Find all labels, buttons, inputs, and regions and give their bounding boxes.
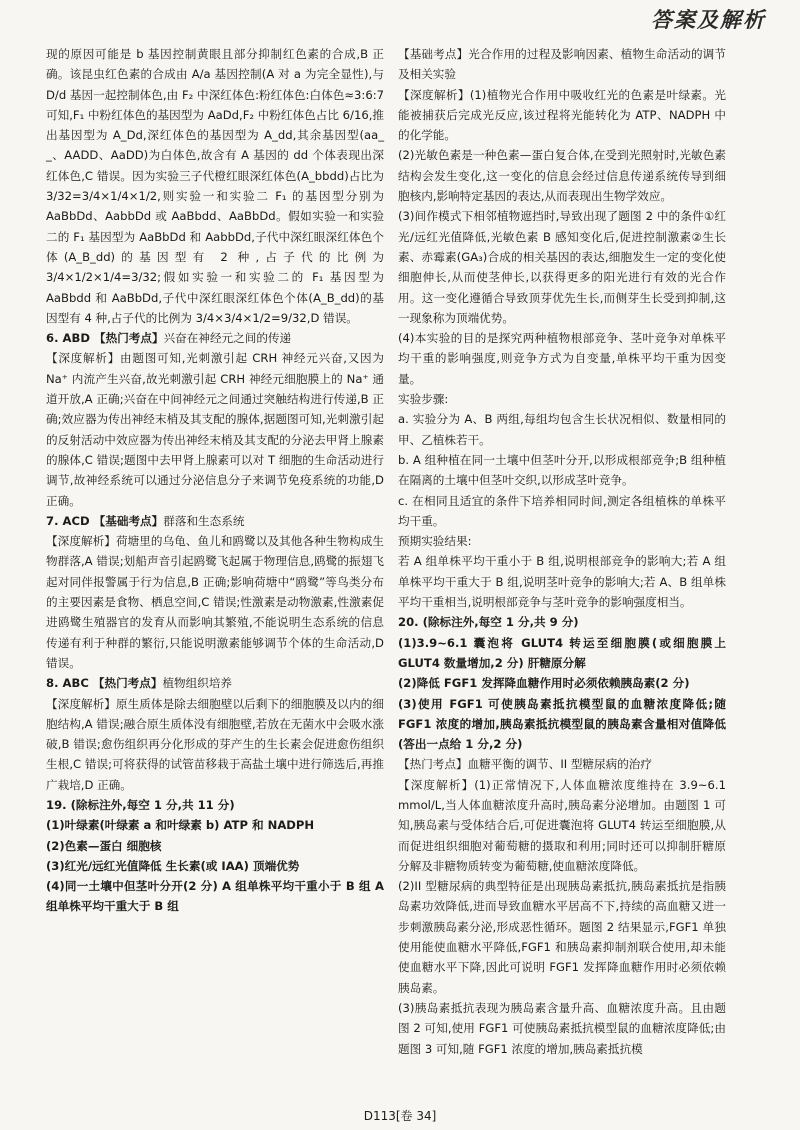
- right-paragraph: 预期实验结果:: [398, 534, 472, 549]
- topic-text: 兴奋在神经元之间的传递: [163, 331, 292, 346]
- right-paragraph: 【深度解析】(1)植物光合作用中吸收红光的色素是叶绿素。光能被捕获后完成光反应,该过程将光能转化为 ATP、NADPH 中的化学能。: [398, 87, 726, 143]
- left-paragraph: 【深度解析】由题图可知,光刺激引起 CRH 神经元兴奋,又因为 Na⁺ 内流产生兴奋,故光刺激引起 CRH 神经元细胞膜上的 Na⁺ 通道开放,A 正确;兴奋在中间神经元之间通过突触结构进行传递,B 正确;效应器为传出神经末梢及其支配的腺体,据题图可知,光刺激引起的反射活动中效应器为传出神经末梢及其支配的分泌去甲肾上腺素的腺体,C 错误;题图中去甲肾上腺素可以对 T 细胞的生命活动进行调节,故神经系统可以通过分泌信息分子来调节免疫系统的功能,D 正确。: [46, 351, 384, 508]
- topic-text: 群落和生态系统: [163, 513, 245, 528]
- right-paragraph: 实验步骤:: [398, 392, 449, 407]
- left-question-header: [46, 328, 384, 348]
- right-paragraph: a. 实验分为 A、B 两组,每组均包含生长状况相似、数量相同的甲、乙植株若干。: [398, 412, 726, 447]
- left-paragraph: 现的原因可能是 b 基因控制黄眼且部分抑制红色素的合成,B 正确。该昆虫红色素的合成由 A/a 基因控制(A 对 a 为完全显性),与 D/d 基因一起控制体色,由 F₂ 中深红体色:粉红体色:白体色≈3:6:7 可知,F₁ 中粉红体色的基因型为 AaDd,F₂ 中粉红体色占比 6/16,推出基因型为 A_Dd,深红体色的基因型为 A_dd,其余基因型(aa_ _、AADD、AaDD)为白体色,故含有 A 基因的 dd 个体表现出深红体色,C 错误。因为实验三子代橙红眼深红体色(A_bbdd)占比为 3/32=3/4×1/4×1/2,则实验一和实验二 F₁ 的基因型分别为 AaBbDd、AabbDd 或 AaBbdd、AaBbDd。假如实验一和实验二的 F₁ 基因型为 AaBbDd 和 AabbDd,子代中深红眼深红体色个体(A_B_dd)的基因型有 2 种,占子代的比例为 3/4×1/2×1/4=3/32;假如实验一和实验二的 F₁ 基因型为 AaBbdd 和 AaBbDd,子代中深红眼深红体色个体(A_B_dd)的基因型有 4 种,占子代的比例为 3/4×3/4×1/2=9/32,D 错误。: [46, 47, 384, 325]
- right-paragraph: 【深度解析】(1)正常情况下,人体血糖浓度维持在 3.9~6.1 mmol/L,当人体血糖浓度升高时,胰岛素分泌增加。由题图 1 可知,胰岛素与受体结合后,可促进囊泡将 GLUT4 转运至细胞膜,从而促进组织细胞对葡萄糖的摄取和利用;同时还可以抑制肝糖原分解及非糖物质转变为葡萄糖,使血糖浓度降低。: [398, 777, 726, 873]
- right-paragraph: (2)II 型糖尿病的典型特征是出现胰岛素抵抗,胰岛素抵抗是指胰岛素功效降低,进而导致血糖水平居高不下,持续的高血糖又进一步刺激胰岛素分泌,形成恶性循环。题图 2 结果显示,FGF1 单独使用能使血糖水平降低,FGF1 和胰岛素抑制剂联合使用,却未能使血糖水平下降,因此可说明 FGF1 发挥降血糖作用时必须依赖胰岛素。: [398, 879, 726, 995]
- answer-key: ABC: [62, 676, 93, 691]
- right-question-header: [398, 612, 726, 632]
- left-question-header: [46, 795, 384, 815]
- left-question-header: [46, 673, 384, 693]
- scoring-rule: (除标注外,每空 1 分,共 11 分): [70, 797, 235, 812]
- question-number: 19.: [46, 797, 71, 812]
- answer-key: ACD: [62, 513, 94, 528]
- scoring-rule: (除标注外,每空 1 分,共 9 分): [422, 615, 579, 630]
- right-paragraph: 若 A 组单株平均干重小于 B 组,说明根部竞争的影响大;若 A 组单株平均干重大于 B 组,说明茎叶竞争的影响大;若 A、B 组单株平均干重相当,说明根部竞争与茎叶竞争的影响强度相当。: [398, 554, 726, 610]
- right-paragraph: (2)光敏色素是一种色素—蛋白复合体,在受到光照射时,光敏色素结构会发生变化,这一变化的信息会经过信息传递系统传导到细胞核内,影响特定基因的表达,从而表现出生物学效应。: [398, 148, 726, 204]
- left-paragraph: 【深度解析】原生质体是除去细胞壁以后剩下的细胞膜及以内的细胞结构,A 错误;融合原生质体没有细胞壁,若放在无菌水中会吸水涨破,B 错误;愈伤组织再分化形成的芽产生的生长素会促进愈伤组织生根,C 错误;可将获得的试管苗移栽于高盐土壤中进行筛选后,再推广栽培,D 正确。: [46, 696, 384, 792]
- right-answer-line: (1)3.9~6.1 囊泡将 GLUT4 转运至细胞膜(或细胞膜上 GLUT4 数量增加,2 分) 肝糖原分解: [398, 635, 726, 670]
- right-paragraph: 【基础考点】光合作用的过程及影响因素、植物生命活动的调节及相关实验: [398, 47, 726, 82]
- right-paragraph: c. 在相同且适宜的条件下培养相同时间,测定各组植株的单株平均干重。: [398, 493, 726, 528]
- left-column: [46, 44, 384, 917]
- right-paragraph: (3)间作模式下相邻植物遮挡时,导致出现了题图 2 中的条件①红光/远红光值降低,光敏色素 B 感知变化后,促进控制激素②生长素、赤霉素(GA₃)合成的相关基因的表达,细胞发生一定的变化使细胞伸长,从而使茎伸长,以获得更多的阳光进行有效的光合作用。这一变化遵循合导致顶芽优先生长,而侧芽生长受到抑制,这一现象称为顶端优势。: [398, 209, 726, 325]
- right-paragraph: (3)胰岛素抵抗表现为胰岛素含量升高、血糖浓度升高。且由题图 2 可知,使用 FGF1 可使胰岛素抵抗模型鼠的血糖浓度降低;由题图 3 可知,随 FGF1 浓度的增加,胰岛素抵抗模: [398, 1000, 726, 1056]
- left-paragraph: 【深度解析】荷塘里的乌龟、鱼儿和鸥鹭以及其他各种生物构成生物群落,A 错误;划船声音引起鸥鹭飞起属于物理信息,鸥鹭的振翅飞起对同伴报警属于行为信息,B 正确;影响荷塘中“鸥鹭”等鸟类分布的主要因素是食物、栖息空间,C 错误;性激素是动物激素,性激素促进鸥鹭生殖器官的发育从而影响其繁殖,不能说明生态系统的信息传递有利于种群的繁衍,只能说明激素能够调节个体的生命活动,D 错误。: [46, 534, 384, 670]
- question-number: 8.: [46, 676, 63, 691]
- page-header-title: 答案及解析: [651, 7, 766, 32]
- left-answer-line: (2)色素—蛋白 细胞核: [46, 838, 162, 853]
- answer-key: ABD: [62, 331, 94, 346]
- topic-tag: 【热门考点】: [94, 331, 164, 346]
- question-number: 20.: [398, 615, 423, 630]
- left-question-header: [46, 511, 384, 531]
- topic-text: 植物组织培养: [162, 676, 233, 691]
- right-paragraph: (4)本实验的目的是探究两种植物根部竞争、茎叶竞争对单株平均干重的影响强度,则竞争方式为自变量,单株平均干重为因变量。: [398, 331, 726, 386]
- right-paragraph: 【热门考点】血糖平衡的调节、II 型糖尿病的治疗: [398, 757, 652, 772]
- left-answer-line: (1)叶绿素(叶绿素 a 和叶绿素 b) ATP 和 NADPH: [46, 818, 315, 833]
- right-column: [398, 44, 726, 1059]
- left-answer-line: (3)红光/远红光值降低 生长素(或 IAA) 顶端优势: [46, 858, 300, 873]
- right-answer-line: (3)使用 FGF1 可使胰岛素抵抗模型鼠的血糖浓度降低;随 FGF1 浓度的增加,胰岛素抵抗模型鼠的胰岛素含量相对值降低(答出一点给 1 分,2 分): [398, 696, 726, 752]
- question-number: 6.: [46, 331, 63, 346]
- topic-tag: 【基础考点】: [93, 513, 164, 528]
- left-answer-line: (4)同一土壤中但茎叶分开(2 分) A 组单株平均干重小于 B 组 A 组单株平均干重大于 B 组: [46, 879, 384, 914]
- topic-tag: 【热门考点】: [92, 676, 163, 691]
- question-number: 7.: [46, 513, 63, 528]
- right-paragraph: b. A 组种植在同一土壤中但茎叶分开,以形成根部竞争;B 组种植在隔离的土壤中但茎叶交织,以形成茎叶竞争。: [398, 452, 726, 488]
- page-number: D113[卷 34]: [363, 1109, 437, 1123]
- right-answer-line: (2)降低 FGF1 发挥降血糖作用时必须依赖胰岛素(2 分): [398, 676, 690, 691]
